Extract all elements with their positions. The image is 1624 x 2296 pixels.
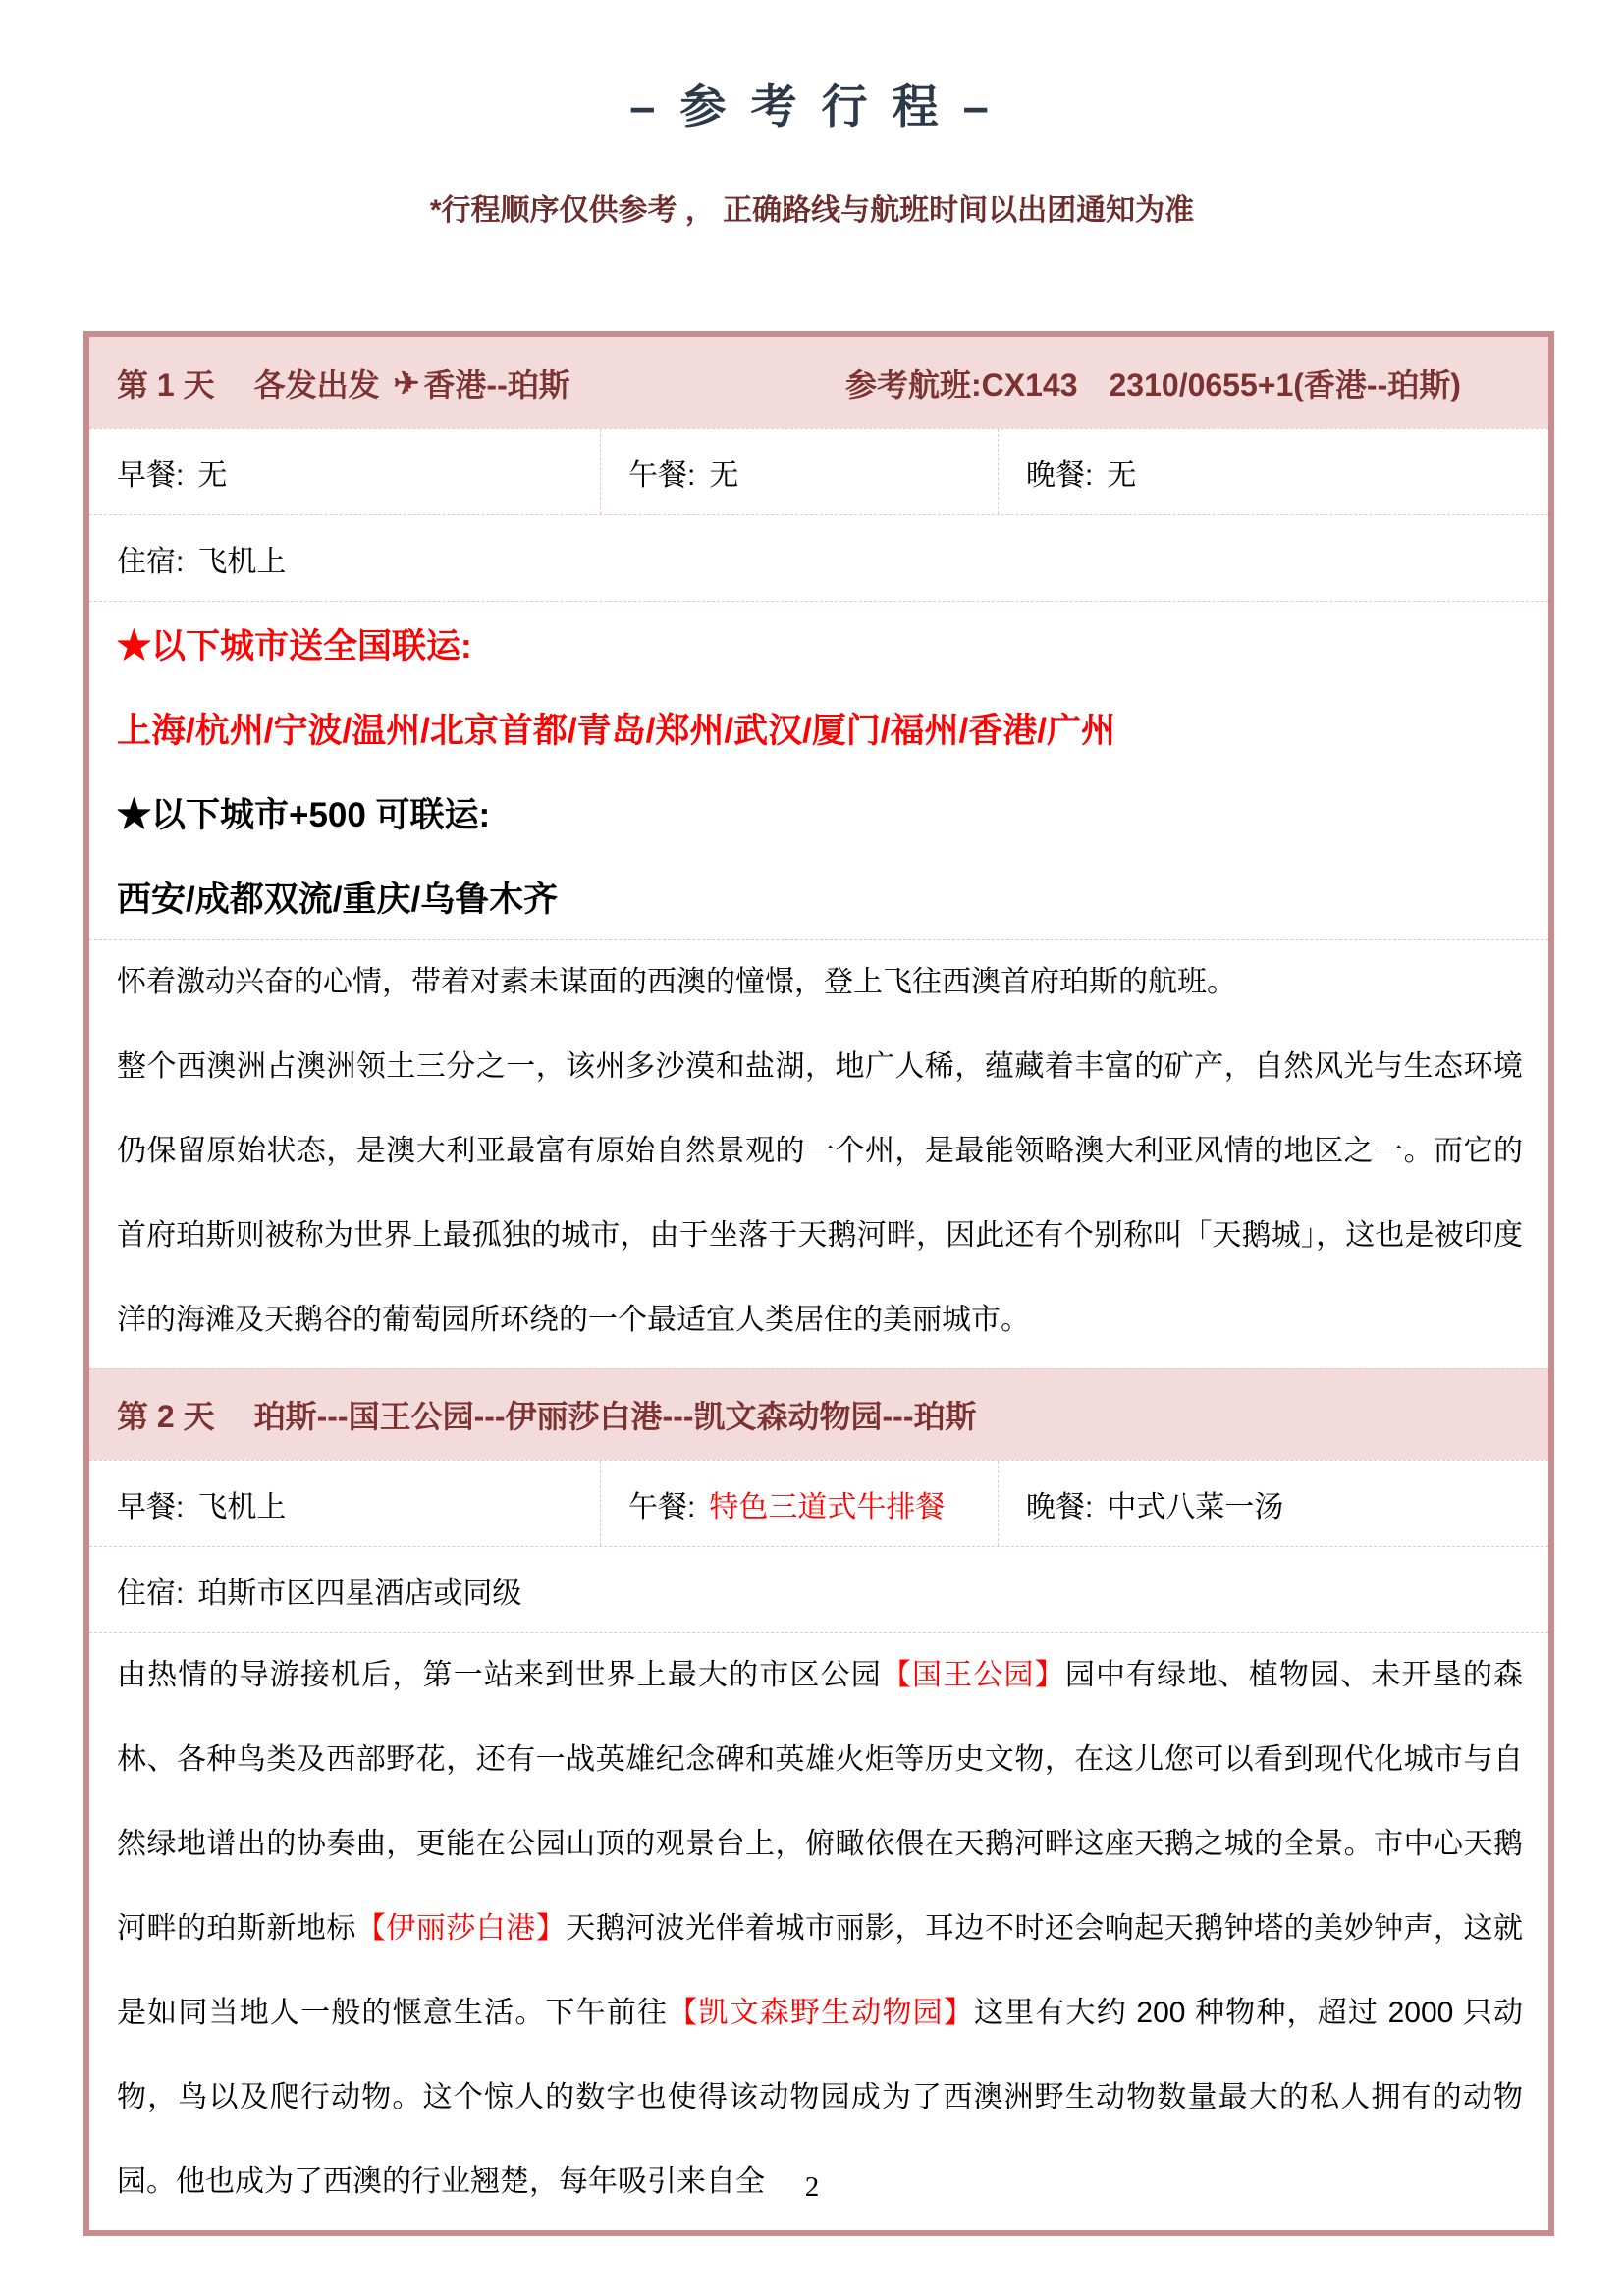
day1-title xyxy=(117,360,845,405)
day1-dinner-cell xyxy=(998,429,1548,514)
day1-description xyxy=(89,939,1548,1368)
page-number: 2 xyxy=(804,2171,820,2203)
dinner-value: 无 xyxy=(1107,458,1137,492)
lunch-value: 无 xyxy=(709,458,739,492)
day2-desc-seg2: 园中有绿地、植物园、未开垦的森林、各种鸟类及西部野花，还有一战英雄纪念碑和英雄火炬等历史文物，在这儿您可以看到现代化城市与自然绿地谱出的协奏曲，更能在公园山顶的观景台上，俯瞰依偎在天鹅河畔这座天鹅之城的全景。市中心天鹅河畔的珀斯新地标 xyxy=(117,1659,1524,1945)
breakfast-value: 飞机上 xyxy=(197,1490,287,1523)
day2-desc-seg4: 这里有大约 200 种物种，超过 2000 只动物，鸟以及爬行动物。这个惊人的数字也使得该动物园成为了西澳洲野生动物数量最大的私人拥有的动物园。他也成为了西澳的行业翘楚，每年吸引来自全 xyxy=(117,1997,1524,2198)
hotel-value: 珀斯市区四星酒店或同级 xyxy=(197,1576,522,1610)
day1-header xyxy=(89,337,1548,428)
dinner-label: 晚餐: xyxy=(1026,1490,1094,1523)
day2-route: 珀斯---国王公园---伊丽莎白港---凯文森动物园---珀斯 xyxy=(253,1399,977,1434)
hotel-value: 飞机上 xyxy=(197,545,287,578)
day2-paragraph xyxy=(117,1633,1523,2224)
breakfast-label: 早餐: xyxy=(117,458,185,492)
breakfast-value: 无 xyxy=(197,458,228,492)
day2-meals-row xyxy=(89,1460,1548,1546)
note-free-connection-cities: 上海/杭州/宁波/温州/北京首都/青岛/郑州/武汉/厦门/福州/香港/广州 xyxy=(117,712,1115,750)
page-title: – 参 考 行 程 – xyxy=(629,80,995,133)
day1-label: 第 1 天 xyxy=(117,366,215,402)
itinerary-table xyxy=(83,331,1554,2236)
day1-route-destination: 香港--珀斯 xyxy=(423,366,570,402)
airplane-icon: ✈ xyxy=(393,364,420,400)
dinner-value: 中式八菜一汤 xyxy=(1107,1490,1284,1523)
itinerary-disclaimer: *行程顺序仅供参考 ， 正确路线与航班时间以出团通知为准 xyxy=(429,194,1195,227)
lunch-label: 午餐: xyxy=(628,458,696,492)
note-paid-connection-cities: 西安/成都双流/重庆/乌鲁木齐 xyxy=(117,881,559,919)
highlight-caversham-wildlife-park: 【凯文森野生动物园】 xyxy=(668,1997,975,2029)
breakfast-label: 早餐: xyxy=(117,1490,185,1523)
day1-route-origin: 各发出发 xyxy=(253,366,380,402)
day1-breakfast-cell xyxy=(89,429,600,514)
hotel-label: 住宿: xyxy=(117,1576,185,1610)
day2-desc-seg1: 由热情的导游接机后，第一站来到世界上最大的市区公园 xyxy=(117,1659,882,1691)
day2-desc-seg3: 天鹅河波光伴着城市丽影，耳边不时还会响起天鹅钟塔的美妙钟声，这就是如同当地人一般的惬意生活。下午前往 xyxy=(117,1912,1524,2029)
day1-hotel-row xyxy=(89,514,1548,601)
note-free-connection-title: ★以下城市送全国联运: xyxy=(117,627,472,666)
day2-header xyxy=(89,1368,1548,1460)
day1-paragraph-2: 整个西澳洲占澳洲领土三分之一，该州多沙漠和盐湖，地广人稀，蕴藏着丰富的矿产，自然风光与生态环境仍保留原始状态，是澳大利亚最富有原始自然景观的一个州，是最能领略澳大利亚风情的地区之一。而它的首府珀斯则被称为世界上最孤独的城市，由于坐落于天鹅河畔，因此还有个别称叫「天鹅城」，这也是被印度洋的海滩及天鹅谷的葡萄园所环绕的一个最适宜人类居住的美丽城市。 xyxy=(117,1050,1523,1336)
dinner-label: 晚餐: xyxy=(1026,458,1094,492)
day2-hotel-row xyxy=(89,1546,1548,1632)
highlight-kings-park: 【国王公园】 xyxy=(881,1659,1065,1691)
day1-transfer-notes xyxy=(89,601,1548,939)
day1-lunch-cell xyxy=(600,429,998,514)
day2-description xyxy=(89,1632,1548,2230)
day2-dinner-cell xyxy=(998,1461,1548,1546)
day2-lunch-cell xyxy=(600,1461,998,1546)
day2-title xyxy=(117,1392,976,1437)
day1-flight-info: 参考航班:CX143 2310/0655+1(香港--珀斯) xyxy=(845,366,1461,402)
hotel-label: 住宿: xyxy=(117,545,185,578)
day2-label: 第 2 天 xyxy=(117,1399,215,1434)
day1-meals-row xyxy=(89,428,1548,514)
highlight-elizabeth-quay: 【伊丽莎白港】 xyxy=(355,1912,567,1945)
lunch-label: 午餐: xyxy=(628,1490,696,1523)
day1-paragraph-1: 怀着激动兴奋的心情，带着对素未谋面的西澳的憧憬，登上飞往西澳首府珀斯的航班。 xyxy=(117,966,1236,998)
lunch-value-special: 特色三道式牛排餐 xyxy=(709,1490,946,1523)
day2-breakfast-cell xyxy=(89,1461,600,1546)
note-paid-connection-title: ★以下城市+500 可联运: xyxy=(117,796,491,834)
